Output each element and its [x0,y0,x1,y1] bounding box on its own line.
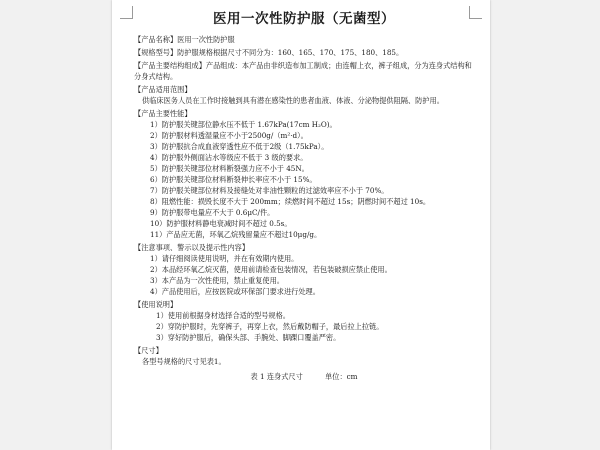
section-heading: 【使用说明】 [134,300,178,309]
body-line: 4）产品使用后，应按医院或环保部门要求进行处理。 [150,287,320,296]
section-heading: 【产品主要性能】 [134,109,192,118]
document-title: 医用一次性防护服（无菌型） [213,11,395,27]
body-line: 3）本产品为一次性使用，禁止重复使用。 [150,276,284,285]
document-page [112,0,490,450]
body-line: 5）防护服关键部位材料断裂强力应不小于 45N。 [150,164,309,173]
body-line: 2）穿防护服时，先穿裤子，再穿上衣，然后戴防帽子，最后拉上拉链。 [156,322,384,331]
document-sections [134,34,474,367]
body-line: 供临床医务人员在工作时接触到具有潜在感染性的患者血液、体液、分泌物提供阻隔、防护用。 [142,96,444,105]
body-line: 2）本品经环氧乙烷灭菌，使用前请检查包装情况，若包装破损应禁止使用。 [150,265,392,274]
crop-mark-top-left [120,6,133,19]
section-heading: 【注意事项、警示以及提示性内容】 [134,243,250,252]
section-heading: 【产品名称】医用一次性防护服 [134,35,235,44]
table-caption [134,371,474,382]
body-line: 10）防护服材料静电衰减时间不超过 0.5s。 [150,219,292,228]
body-line: 4）防护服外侧面沾水等级应不低于 3 级的要求。 [150,153,308,162]
body-line: 8）阻燃性能：损毁长度不大于 200mm；续燃时间不超过 15s；阴燃时间不超过 10s。 [150,197,431,206]
body-line: 3）穿好防护服后，确保头部、手腕处、脚踝口覆盖严密。 [156,333,341,342]
document-body [134,10,474,382]
body-line: 7）防护服关键部位材料及接缝处对非油性颗粒的过滤效率应不小于 70%。 [150,186,389,195]
body-line: 9）防护服带电量应不大于 0.6μC/件。 [150,208,275,217]
section-heading: 【产品适用范围】 [134,85,192,94]
body-line: 1）防护服关键部位静水压不低于 1.67kPa(17cm H₂O)。 [150,120,337,129]
body-line: 3）防护服抗合成血液穿透性应不低于2级（1.75kPa）。 [150,142,329,151]
table-caption-label: 表 1 连身式尺寸 [250,372,303,381]
section-heading: 【产品主要结构组成】产品组成：本产品由非织造布加工制成；由连帽上衣，裤子组成，分为连身式结构和分身式结构。 [134,61,472,81]
body-line: 6）防护服关键部位材料断裂伸长率应不小于 15%。 [150,175,317,184]
body-line: 各型号规格的尺寸见表1。 [142,357,226,366]
section-heading: 【规格型号】防护服规格根据尺寸不同分为：160、165、170、175、180、185。 [134,48,404,57]
body-line: 2）防护服材料透湿量应不小于2500g/（m²·d）。 [150,131,308,140]
body-line: 11）产品应无菌，环氧乙烷残留量应不超过10μg/g。 [150,230,322,239]
body-line: 1）使用前根据身材选择合适的型号规格。 [156,311,290,320]
table-unit-label: 单位：cm [325,372,358,381]
section-heading: 【尺寸】 [134,346,163,355]
body-line: 1）请仔细阅读使用说明，并在有效期内使用。 [150,254,299,263]
